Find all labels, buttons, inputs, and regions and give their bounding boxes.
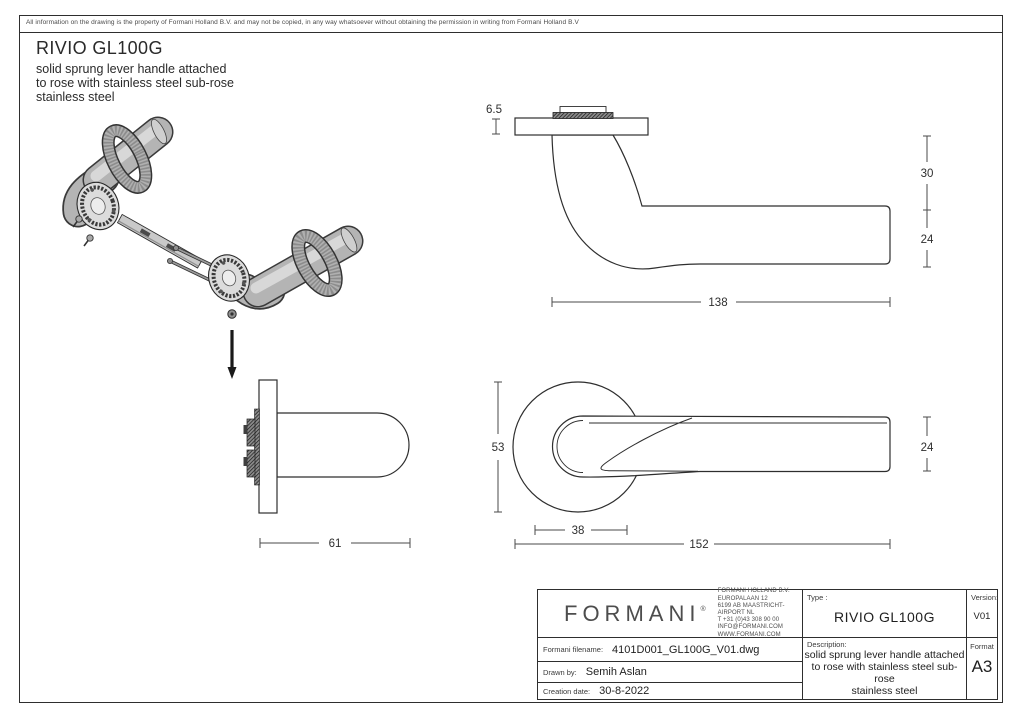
type-cell — [803, 590, 967, 638]
drawn-by-label: Drawn by: — [543, 667, 577, 677]
handle-profile-outline — [552, 135, 890, 269]
format-cell — [967, 638, 997, 699]
dim-label-rose-diameter: 53 — [491, 442, 505, 454]
type-value: RIVIO GL100G — [834, 608, 935, 625]
company-line: INFO@FORMANI.COM — [717, 624, 783, 631]
creation-date-label: Creation date: — [543, 686, 591, 696]
version-cell — [967, 590, 997, 638]
company-line: T +31 (0)43 308 90 00 — [717, 617, 780, 624]
dim-label-profile-depth: 61 — [328, 538, 342, 550]
version-label: Version: — [971, 593, 999, 602]
dim-rose-to-grip — [535, 525, 627, 537]
company-address — [718, 588, 802, 638]
grip-profile-capsule — [277, 413, 409, 477]
version-value: V01 — [973, 611, 991, 622]
description-cell — [803, 638, 967, 699]
rose-side-plate — [515, 118, 648, 135]
logo-cell — [538, 590, 803, 638]
spindle-bar — [118, 214, 203, 268]
filename-label: Formani filename: — [543, 645, 604, 654]
filename-row — [538, 638, 803, 662]
type-label: Type : — [807, 593, 828, 602]
view-exploded-iso — [71, 117, 360, 379]
dim-handle-length — [552, 297, 890, 309]
registered-mark: ® — [700, 605, 706, 613]
dim-label-handle-length: 138 — [708, 297, 728, 309]
view-profile — [244, 380, 410, 513]
subrose-cover-plate — [560, 107, 606, 113]
dim-label-total-length: 152 — [689, 539, 709, 551]
product-title: RIVIO GL100G — [36, 38, 163, 58]
product-description-line: to rose with stainless steel sub-rose — [36, 76, 235, 90]
dim-label-rose-to-grip: 38 — [571, 525, 585, 537]
description-line: stainless steel — [851, 685, 918, 697]
creation-date-row — [538, 683, 803, 699]
description-line: to rose with stainless steel sub-rose — [811, 661, 958, 685]
copyright-disclaimer: All information on the drawing is the property of Formani Holland B.V. and may not be copied, in any way whatsoever without obtaining the permission in writing from Formani Holland B.V — [26, 19, 579, 26]
company-line: FORMANI HOLLAND B.V. — [717, 588, 790, 595]
description-value — [803, 649, 966, 697]
subrose-hatched — [553, 113, 613, 119]
view-side-elevation — [515, 107, 890, 269]
formani-logo: FORMANI® — [564, 600, 706, 626]
drawn-by-row — [538, 662, 803, 683]
description-label: Description: — [807, 640, 847, 649]
company-line: 6199 AB MAASTRICHT-AIRPORT NL — [717, 602, 785, 616]
dim-rose-diameter — [492, 382, 505, 512]
dim-label-neck-height: 30 — [920, 168, 934, 180]
description-line: solid sprung lever handle attached — [804, 649, 965, 661]
product-description-line: stainless steel — [36, 90, 115, 104]
dim-label-grip-section: 24 — [920, 234, 934, 246]
format-label: Format — [970, 642, 994, 651]
filename-value: 4101D001_GL100G_V01.dwg — [612, 643, 760, 656]
dim-label-grip-width: 24 — [920, 442, 934, 454]
drawn-by-value: Semih Aslan — [585, 666, 647, 678]
mount-clip-bottom — [247, 450, 255, 477]
company-line: WWW.FORMANI.COM — [717, 631, 781, 638]
handle-top-outline — [553, 416, 891, 477]
company-line: EUROPALAAN 12 — [717, 595, 768, 602]
view-top — [513, 382, 890, 512]
dim-label-rose-thickness: 6.5 — [486, 104, 502, 116]
grub-nut — [228, 310, 236, 318]
dim-grip-width — [921, 417, 934, 471]
dim-total-length — [515, 539, 890, 551]
rose-edge-plate — [259, 380, 277, 513]
dim-rose-thickness — [486, 104, 502, 134]
creation-date-value: 30-8-2022 — [599, 685, 650, 697]
mount-clip-top — [247, 419, 255, 446]
assembly-arrow — [228, 330, 237, 379]
dim-neck-and-grip — [921, 136, 934, 267]
product-description-line: solid sprung lever handle attached — [36, 62, 227, 76]
title-block — [537, 589, 998, 700]
dim-profile-depth — [260, 538, 410, 550]
format-value: A3 — [971, 657, 993, 676]
